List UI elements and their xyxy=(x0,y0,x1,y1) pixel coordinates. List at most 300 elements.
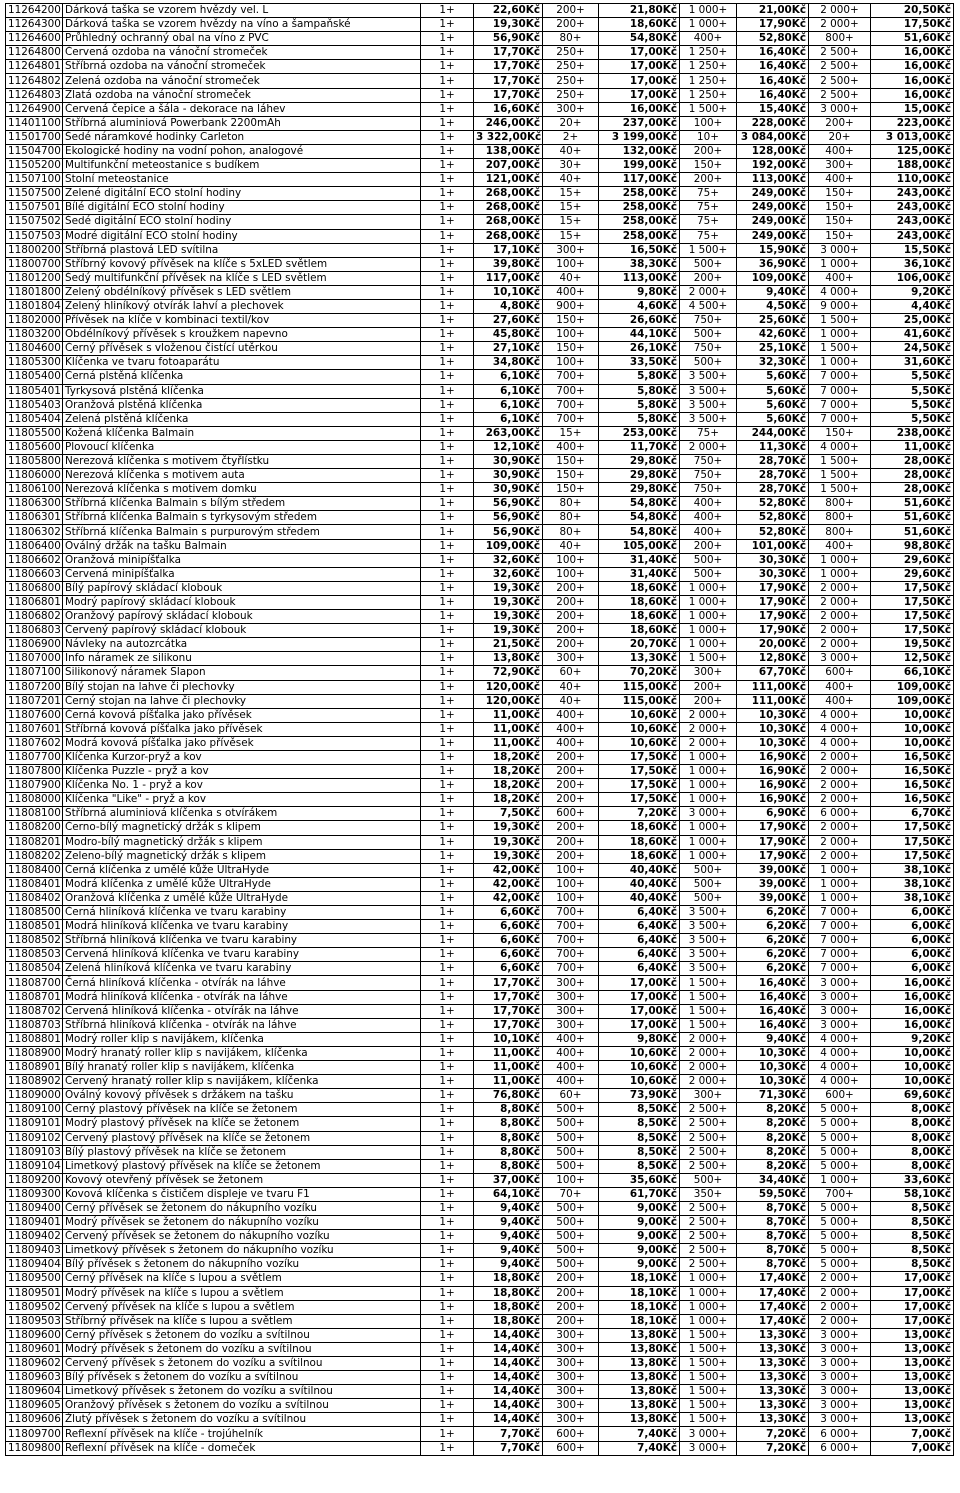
qty-tier-3: 400+ xyxy=(680,497,737,511)
product-name: Modrý roller klip s navijákem, klíčenka xyxy=(63,1032,421,1046)
price-tier-2: 6,40Kč xyxy=(599,920,680,934)
product-name: Stříbrný kovový přívěsek na klíče s 5xLED světlem xyxy=(63,257,421,271)
qty-tier-4: 1 000+ xyxy=(809,257,871,271)
price-tier-3: 7,20Kč xyxy=(737,1441,809,1455)
price-tier-4: 6,00Kč xyxy=(871,934,954,948)
price-tier-2: 10,60Kč xyxy=(599,708,680,722)
qty-tier-4: 7 000+ xyxy=(809,370,871,384)
price-tier-2: 26,10Kč xyxy=(599,342,680,356)
qty-tier-1: 1+ xyxy=(421,920,474,934)
qty-tier-3: 1 500+ xyxy=(680,1399,737,1413)
qty-tier-1: 1+ xyxy=(421,539,474,553)
qty-tier-4: 2 000+ xyxy=(809,624,871,638)
price-tier-3: 15,40Kč xyxy=(737,102,809,116)
product-code: 11806603 xyxy=(6,567,63,581)
qty-tier-1: 1+ xyxy=(421,694,474,708)
price-tier-4: 5,50Kč xyxy=(871,370,954,384)
qty-tier-2: 700+ xyxy=(543,906,599,920)
price-tier-1: 6,10Kč xyxy=(474,384,543,398)
qty-tier-4: 2 000+ xyxy=(809,849,871,863)
qty-tier-1: 1+ xyxy=(421,1216,474,1230)
product-code: 11809605 xyxy=(6,1399,63,1413)
qty-tier-3: 200+ xyxy=(680,144,737,158)
qty-tier-3: 10+ xyxy=(680,130,737,144)
price-tier-1: 18,20Kč xyxy=(474,765,543,779)
table-row xyxy=(6,1328,954,1342)
price-tier-1: 17,70Kč xyxy=(474,976,543,990)
qty-tier-3: 3 000+ xyxy=(680,1427,737,1441)
price-tier-1: 10,10Kč xyxy=(474,285,543,299)
table-row xyxy=(6,285,954,299)
qty-tier-1: 1+ xyxy=(421,948,474,962)
qty-tier-1: 1+ xyxy=(421,285,474,299)
price-tier-2: 17,50Kč xyxy=(599,793,680,807)
qty-tier-1: 1+ xyxy=(421,1032,474,1046)
qty-tier-2: 500+ xyxy=(543,1131,599,1145)
qty-tier-1: 1+ xyxy=(421,384,474,398)
qty-tier-4: 5 000+ xyxy=(809,1117,871,1131)
price-tier-4: 16,00Kč xyxy=(871,1004,954,1018)
price-tier-4: 31,60Kč xyxy=(871,356,954,370)
qty-tier-1: 1+ xyxy=(421,863,474,877)
product-name: Oranžová plstěná klíčenka xyxy=(63,398,421,412)
price-tier-2: 17,50Kč xyxy=(599,779,680,793)
table-row xyxy=(6,130,954,144)
price-tier-3: 8,20Kč xyxy=(737,1145,809,1159)
price-tier-1: 56,90Kč xyxy=(474,525,543,539)
qty-tier-1: 1+ xyxy=(421,497,474,511)
table-row xyxy=(6,821,954,835)
price-tier-2: 54,80Kč xyxy=(599,525,680,539)
price-tier-3: 8,20Kč xyxy=(737,1131,809,1145)
product-name: Limetkový přívěsek s žetonem do nákupního vozíku xyxy=(63,1244,421,1258)
qty-tier-2: 500+ xyxy=(543,1216,599,1230)
qty-tier-4: 3 000+ xyxy=(809,1328,871,1342)
qty-tier-1: 1+ xyxy=(421,32,474,46)
product-name: Černá hliníková klíčenka - otvírák na láhve xyxy=(63,976,421,990)
table-row xyxy=(6,1018,954,1032)
qty-tier-4: 3 000+ xyxy=(809,976,871,990)
price-tier-4: 16,00Kč xyxy=(871,976,954,990)
qty-tier-3: 1 000+ xyxy=(680,1300,737,1314)
product-name: Klíčenka Kurzor-pryž a kov xyxy=(63,750,421,764)
qty-tier-3: 2 500+ xyxy=(680,1131,737,1145)
price-tier-1: 268,00Kč xyxy=(474,201,543,215)
price-tier-1: 13,80Kč xyxy=(474,652,543,666)
qty-tier-2: 900+ xyxy=(543,299,599,313)
qty-tier-4: 3 000+ xyxy=(809,1004,871,1018)
qty-tier-3: 200+ xyxy=(680,173,737,187)
qty-tier-2: 200+ xyxy=(543,624,599,638)
qty-tier-4: 200+ xyxy=(809,116,871,130)
table-row xyxy=(6,1258,954,1272)
table-row xyxy=(6,1103,954,1117)
product-code: 11808400 xyxy=(6,863,63,877)
qty-tier-4: 5 000+ xyxy=(809,1159,871,1173)
product-name: Plovoucí klíčenka xyxy=(63,440,421,454)
qty-tier-3: 3 500+ xyxy=(680,384,737,398)
price-tier-2: 5,80Kč xyxy=(599,384,680,398)
product-name: Zelené digitální ECO stolní hodiny xyxy=(63,187,421,201)
price-tier-2: 10,60Kč xyxy=(599,1061,680,1075)
qty-tier-1: 1+ xyxy=(421,1159,474,1173)
qty-tier-2: 200+ xyxy=(543,1286,599,1300)
product-name: Černý přívěsek na klíče s lupou a světlem xyxy=(63,1272,421,1286)
price-tier-1: 56,90Kč xyxy=(474,511,543,525)
product-code: 11807201 xyxy=(6,694,63,708)
qty-tier-2: 300+ xyxy=(543,1399,599,1413)
table-row xyxy=(6,116,954,130)
product-name: Modrý přívěsek se žetonem do nákupního vozíku xyxy=(63,1216,421,1230)
qty-tier-2: 200+ xyxy=(543,750,599,764)
price-tier-4: 109,00Kč xyxy=(871,680,954,694)
price-tier-1: 6,60Kč xyxy=(474,920,543,934)
price-tier-3: 3 084,00Kč xyxy=(737,130,809,144)
qty-tier-3: 750+ xyxy=(680,314,737,328)
qty-tier-3: 750+ xyxy=(680,455,737,469)
price-tier-2: 237,00Kč xyxy=(599,116,680,130)
price-tier-4: 17,00Kč xyxy=(871,1300,954,1314)
price-tier-3: 228,00Kč xyxy=(737,116,809,130)
qty-tier-2: 400+ xyxy=(543,440,599,454)
product-code: 11809101 xyxy=(6,1117,63,1131)
qty-tier-1: 1+ xyxy=(421,835,474,849)
product-code: 11809104 xyxy=(6,1159,63,1173)
price-tier-3: 34,40Kč xyxy=(737,1173,809,1187)
price-tier-4: 29,60Kč xyxy=(871,553,954,567)
qty-tier-1: 1+ xyxy=(421,412,474,426)
qty-tier-3: 1 500+ xyxy=(680,1357,737,1371)
price-tier-4: 12,50Kč xyxy=(871,652,954,666)
price-tier-4: 6,70Kč xyxy=(871,807,954,821)
price-tier-3: 36,90Kč xyxy=(737,257,809,271)
price-tier-3: 13,30Kč xyxy=(737,1342,809,1356)
price-tier-1: 56,90Kč xyxy=(474,497,543,511)
price-tier-3: 11,30Kč xyxy=(737,440,809,454)
price-tier-4: 17,00Kč xyxy=(871,1286,954,1300)
price-tier-3: 15,90Kč xyxy=(737,243,809,257)
qty-tier-4: 2 500+ xyxy=(809,88,871,102)
price-tier-3: 111,00Kč xyxy=(737,680,809,694)
qty-tier-2: 300+ xyxy=(543,1328,599,1342)
qty-tier-2: 700+ xyxy=(543,370,599,384)
price-tier-1: 9,40Kč xyxy=(474,1244,543,1258)
product-code: 11800700 xyxy=(6,257,63,271)
table-row xyxy=(6,1089,954,1103)
qty-tier-1: 1+ xyxy=(421,426,474,440)
price-tier-1: 27,10Kč xyxy=(474,342,543,356)
qty-tier-3: 1 500+ xyxy=(680,1342,737,1356)
product-name: Stolní meteostanice xyxy=(63,173,421,187)
price-tier-3: 16,90Kč xyxy=(737,765,809,779)
price-tier-3: 30,30Kč xyxy=(737,567,809,581)
qty-tier-1: 1+ xyxy=(421,257,474,271)
price-tier-1: 19,30Kč xyxy=(474,581,543,595)
qty-tier-3: 1 500+ xyxy=(680,1018,737,1032)
price-tier-3: 28,70Kč xyxy=(737,483,809,497)
qty-tier-4: 1 000+ xyxy=(809,553,871,567)
product-name: Tyrkysová plstěná klíčenka xyxy=(63,384,421,398)
qty-tier-1: 1+ xyxy=(421,1413,474,1427)
qty-tier-2: 400+ xyxy=(543,1032,599,1046)
price-tier-3: 16,90Kč xyxy=(737,779,809,793)
qty-tier-3: 2 500+ xyxy=(680,1117,737,1131)
price-tier-2: 16,50Kč xyxy=(599,243,680,257)
product-code: 11809800 xyxy=(6,1441,63,1455)
price-tier-4: 6,00Kč xyxy=(871,920,954,934)
table-row xyxy=(6,187,954,201)
product-code: 11801800 xyxy=(6,285,63,299)
product-name: Červená čepice a šála - dekorace na láhev xyxy=(63,102,421,116)
product-code: 11809604 xyxy=(6,1385,63,1399)
qty-tier-3: 500+ xyxy=(680,328,737,342)
price-tier-2: 35,60Kč xyxy=(599,1173,680,1187)
qty-tier-4: 2 000+ xyxy=(809,779,871,793)
product-code: 11808503 xyxy=(6,948,63,962)
price-tier-4: 7,00Kč xyxy=(871,1427,954,1441)
product-code: 11809103 xyxy=(6,1145,63,1159)
qty-tier-1: 1+ xyxy=(421,511,474,525)
qty-tier-1: 1+ xyxy=(421,1117,474,1131)
qty-tier-4: 1 500+ xyxy=(809,314,871,328)
product-code: 11809403 xyxy=(6,1244,63,1258)
qty-tier-4: 2 000+ xyxy=(809,835,871,849)
qty-tier-4: 6 000+ xyxy=(809,807,871,821)
qty-tier-3: 500+ xyxy=(680,863,737,877)
price-tier-4: 36,10Kč xyxy=(871,257,954,271)
price-tier-4: 5,50Kč xyxy=(871,412,954,426)
qty-tier-2: 300+ xyxy=(543,990,599,1004)
product-name: Červená hliníková klíčenka - otvírák na láhve xyxy=(63,1004,421,1018)
product-name: Modrý přívěsek na klíče s lupou a světlem xyxy=(63,1286,421,1300)
qty-tier-1: 1+ xyxy=(421,750,474,764)
price-tier-1: 56,90Kč xyxy=(474,32,543,46)
price-tier-2: 13,80Kč xyxy=(599,1328,680,1342)
product-name: Bílý hranatý roller klip s navijákem, klíčenka xyxy=(63,1061,421,1075)
qty-tier-3: 1 000+ xyxy=(680,1272,737,1286)
product-code: 11809100 xyxy=(6,1103,63,1117)
product-code: 11807600 xyxy=(6,708,63,722)
price-tier-2: 13,80Kč xyxy=(599,1399,680,1413)
product-name: Nerezová klíčenka s motivem domku xyxy=(63,483,421,497)
price-tier-3: 13,30Kč xyxy=(737,1357,809,1371)
price-tier-2: 253,00Kč xyxy=(599,426,680,440)
qty-tier-2: 400+ xyxy=(543,1046,599,1060)
table-row xyxy=(6,680,954,694)
qty-tier-1: 1+ xyxy=(421,271,474,285)
qty-tier-4: 2 500+ xyxy=(809,60,871,74)
price-tier-1: 7,70Kč xyxy=(474,1427,543,1441)
qty-tier-3: 300+ xyxy=(680,1089,737,1103)
price-tier-1: 42,00Kč xyxy=(474,863,543,877)
price-tier-4: 188,00Kč xyxy=(871,159,954,173)
price-tier-1: 27,60Kč xyxy=(474,314,543,328)
product-name: Modrý přívěsek s žetonem do vozíku a svítilnou xyxy=(63,1342,421,1356)
qty-tier-1: 1+ xyxy=(421,1187,474,1201)
price-tier-3: 52,80Kč xyxy=(737,497,809,511)
qty-tier-2: 100+ xyxy=(543,553,599,567)
price-tier-4: 17,00Kč xyxy=(871,1314,954,1328)
qty-tier-3: 75+ xyxy=(680,201,737,215)
qty-tier-1: 1+ xyxy=(421,243,474,257)
qty-tier-4: 1 000+ xyxy=(809,567,871,581)
qty-tier-2: 200+ xyxy=(543,765,599,779)
price-tier-1: 6,60Kč xyxy=(474,962,543,976)
qty-tier-2: 2+ xyxy=(543,130,599,144)
qty-tier-1: 1+ xyxy=(421,1371,474,1385)
table-row xyxy=(6,74,954,88)
product-code: 11808700 xyxy=(6,976,63,990)
qty-tier-2: 200+ xyxy=(543,610,599,624)
qty-tier-2: 200+ xyxy=(543,1300,599,1314)
qty-tier-2: 100+ xyxy=(543,257,599,271)
price-tier-2: 8,50Kč xyxy=(599,1131,680,1145)
qty-tier-4: 2 000+ xyxy=(809,1300,871,1314)
table-row xyxy=(6,638,954,652)
price-tier-3: 5,60Kč xyxy=(737,384,809,398)
product-code: 11809503 xyxy=(6,1314,63,1328)
qty-tier-3: 1 500+ xyxy=(680,1385,737,1399)
price-tier-1: 120,00Kč xyxy=(474,680,543,694)
table-row xyxy=(6,18,954,32)
price-tier-2: 10,60Kč xyxy=(599,1075,680,1089)
product-code: 11806900 xyxy=(6,638,63,652)
qty-tier-4: 5 000+ xyxy=(809,1230,871,1244)
table-row xyxy=(6,525,954,539)
qty-tier-1: 1+ xyxy=(421,581,474,595)
price-tier-3: 13,30Kč xyxy=(737,1413,809,1427)
qty-tier-1: 1+ xyxy=(421,708,474,722)
product-name: Šedé digitální ECO stolní hodiny xyxy=(63,215,421,229)
qty-tier-4: 400+ xyxy=(809,539,871,553)
qty-tier-4: 800+ xyxy=(809,32,871,46)
qty-tier-2: 500+ xyxy=(543,1201,599,1215)
product-code: 11807200 xyxy=(6,680,63,694)
qty-tier-2: 200+ xyxy=(543,793,599,807)
qty-tier-3: 75+ xyxy=(680,426,737,440)
price-tier-2: 29,80Kč xyxy=(599,469,680,483)
qty-tier-3: 150+ xyxy=(680,159,737,173)
price-tier-4: 69,60Kč xyxy=(871,1089,954,1103)
price-tier-4: 106,00Kč xyxy=(871,271,954,285)
qty-tier-4: 6 000+ xyxy=(809,1441,871,1455)
table-row xyxy=(6,1342,954,1356)
price-tier-2: 17,50Kč xyxy=(599,750,680,764)
qty-tier-4: 7 000+ xyxy=(809,948,871,962)
price-tier-3: 5,60Kč xyxy=(737,398,809,412)
product-name: Červený papírový skládací klobouk xyxy=(63,624,421,638)
qty-tier-3: 2 500+ xyxy=(680,1230,737,1244)
product-code: 11807800 xyxy=(6,765,63,779)
price-tier-4: 33,60Kč xyxy=(871,1173,954,1187)
qty-tier-1: 1+ xyxy=(421,567,474,581)
price-tier-3: 52,80Kč xyxy=(737,525,809,539)
price-tier-2: 17,00Kč xyxy=(599,976,680,990)
product-code: 11808402 xyxy=(6,891,63,905)
qty-tier-1: 1+ xyxy=(421,1004,474,1018)
price-tier-4: 16,50Kč xyxy=(871,793,954,807)
price-tier-4: 3 013,00Kč xyxy=(871,130,954,144)
price-tier-1: 6,60Kč xyxy=(474,906,543,920)
price-tier-1: 19,30Kč xyxy=(474,610,543,624)
product-code: 11264800 xyxy=(6,46,63,60)
qty-tier-1: 1+ xyxy=(421,187,474,201)
table-row xyxy=(6,1413,954,1427)
product-name: Červená hliníková klíčenka ve tvaru karabiny xyxy=(63,948,421,962)
qty-tier-1: 1+ xyxy=(421,4,474,18)
table-row xyxy=(6,370,954,384)
price-tier-3: 17,90Kč xyxy=(737,610,809,624)
qty-tier-4: 4 000+ xyxy=(809,736,871,750)
product-code: 11501700 xyxy=(6,130,63,144)
qty-tier-3: 1 000+ xyxy=(680,1286,737,1300)
qty-tier-2: 200+ xyxy=(543,1314,599,1328)
price-tier-4: 243,00Kč xyxy=(871,215,954,229)
price-tier-2: 9,00Kč xyxy=(599,1230,680,1244)
price-tier-2: 17,00Kč xyxy=(599,46,680,60)
price-tier-4: 5,50Kč xyxy=(871,384,954,398)
product-name: Klíčenka Puzzle - pryž a kov xyxy=(63,765,421,779)
product-code: 11808701 xyxy=(6,990,63,1004)
qty-tier-3: 75+ xyxy=(680,187,737,201)
price-tier-2: 199,00Kč xyxy=(599,159,680,173)
product-code: 11264801 xyxy=(6,60,63,74)
product-name: Stříbrný přívěsek na klíče s lupou a světlem xyxy=(63,1314,421,1328)
product-code: 11264900 xyxy=(6,102,63,116)
qty-tier-4: 3 000+ xyxy=(809,1357,871,1371)
qty-tier-1: 1+ xyxy=(421,525,474,539)
qty-tier-1: 1+ xyxy=(421,469,474,483)
table-row xyxy=(6,469,954,483)
price-tier-2: 5,80Kč xyxy=(599,398,680,412)
price-tier-3: 8,70Kč xyxy=(737,1230,809,1244)
product-code: 11808202 xyxy=(6,849,63,863)
price-tier-3: 109,00Kč xyxy=(737,271,809,285)
price-tier-4: 11,00Kč xyxy=(871,440,954,454)
price-tier-3: 17,90Kč xyxy=(737,624,809,638)
qty-tier-4: 4 000+ xyxy=(809,1075,871,1089)
qty-tier-3: 200+ xyxy=(680,271,737,285)
qty-tier-4: 5 000+ xyxy=(809,1103,871,1117)
qty-tier-1: 1+ xyxy=(421,314,474,328)
product-code: 11809401 xyxy=(6,1216,63,1230)
qty-tier-4: 2 000+ xyxy=(809,821,871,835)
qty-tier-2: 250+ xyxy=(543,60,599,74)
table-row xyxy=(6,1371,954,1385)
table-row xyxy=(6,159,954,173)
price-tier-3: 71,30Kč xyxy=(737,1089,809,1103)
qty-tier-3: 1 500+ xyxy=(680,1004,737,1018)
product-code: 11809601 xyxy=(6,1342,63,1356)
product-name: Červený plastový přívěsek na klíče se žetonem xyxy=(63,1131,421,1145)
table-row xyxy=(6,976,954,990)
price-tier-4: 8,50Kč xyxy=(871,1230,954,1244)
price-tier-1: 14,40Kč xyxy=(474,1357,543,1371)
qty-tier-2: 500+ xyxy=(543,1159,599,1173)
price-tier-2: 33,50Kč xyxy=(599,356,680,370)
price-tier-1: 39,80Kč xyxy=(474,257,543,271)
qty-tier-1: 1+ xyxy=(421,1131,474,1145)
price-tier-4: 4,40Kč xyxy=(871,299,954,313)
price-tier-1: 18,20Kč xyxy=(474,750,543,764)
qty-tier-2: 200+ xyxy=(543,779,599,793)
qty-tier-3: 3 500+ xyxy=(680,948,737,962)
qty-tier-1: 1+ xyxy=(421,398,474,412)
price-tier-1: 8,80Kč xyxy=(474,1159,543,1173)
price-tier-3: 16,40Kč xyxy=(737,976,809,990)
product-name: Stříbrná hliníková klíčenka ve tvaru karabiny xyxy=(63,934,421,948)
product-code: 11809606 xyxy=(6,1413,63,1427)
